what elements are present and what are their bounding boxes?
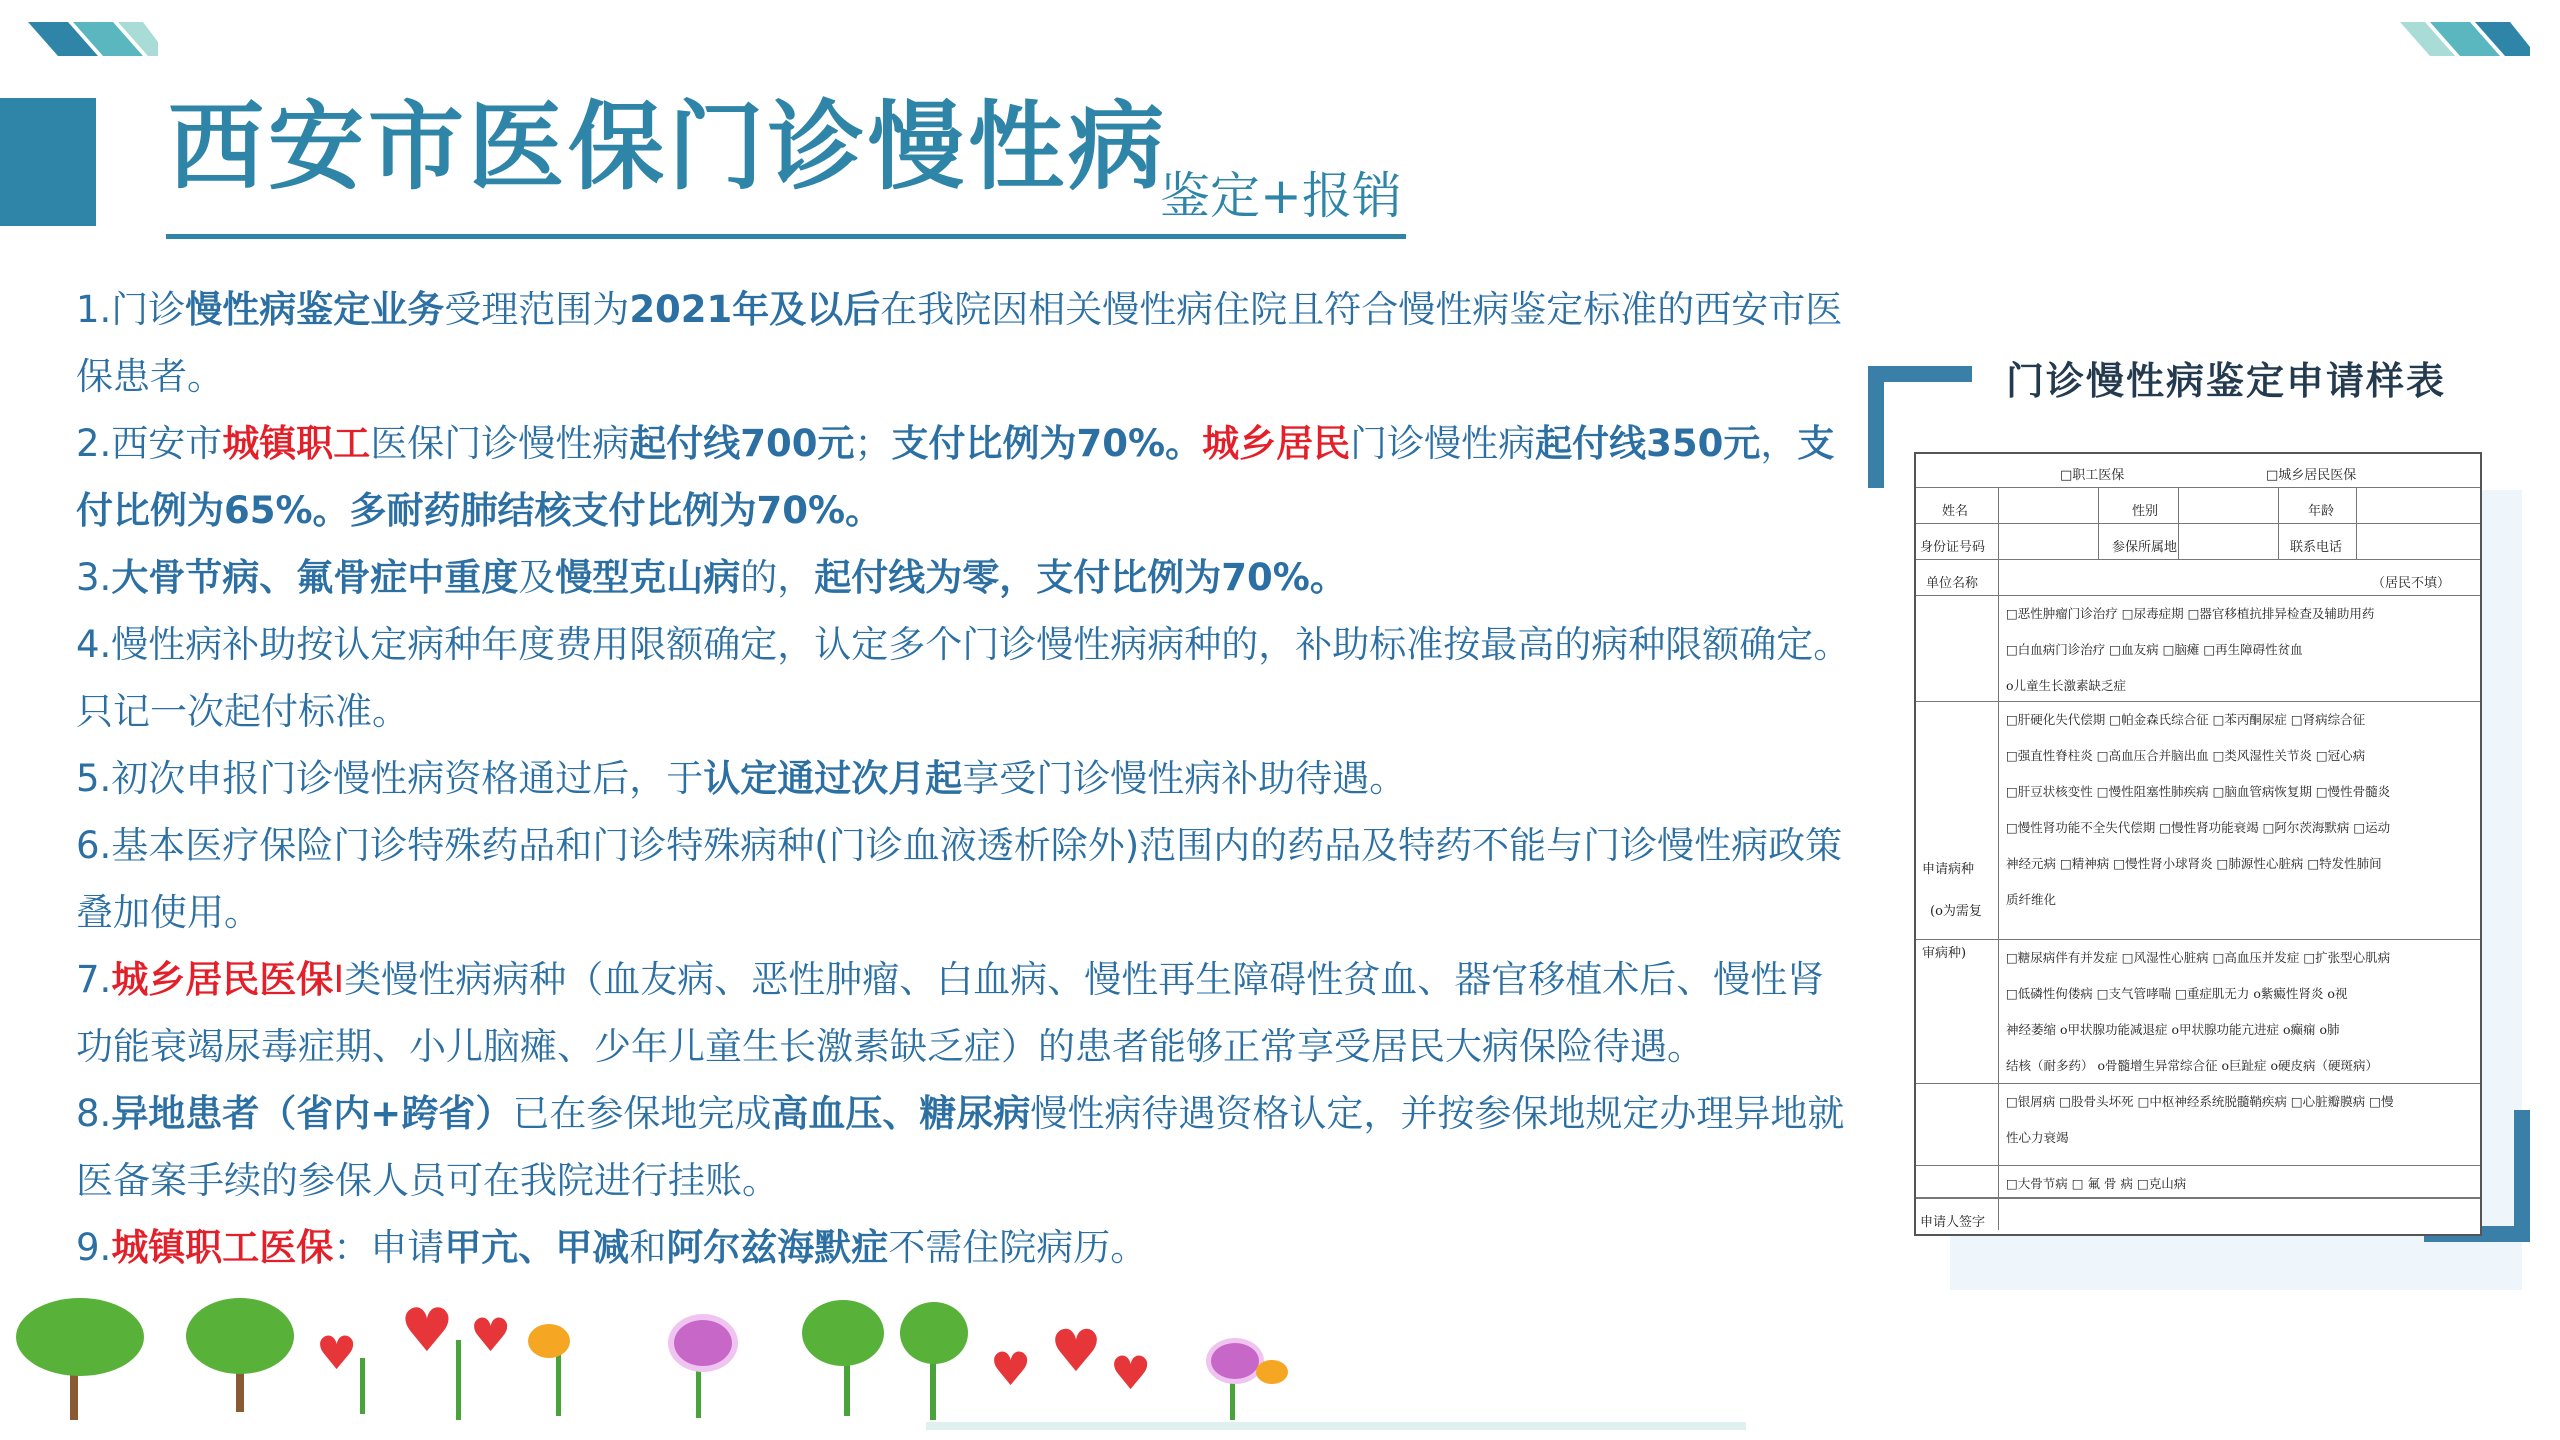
policy-item-3-text: 慢型克山病 xyxy=(555,556,741,599)
disease-option-line: □白血病门诊治疗 □血友病 □脑瘫 □再生障碍性贫血 xyxy=(2006,642,2303,657)
policy-item-2-text: 支付比例为65%。多耐药肺结核支付比例为70%。 xyxy=(76,422,1835,532)
form-row-name xyxy=(1916,488,2480,524)
form-label-place: 参保所属地 xyxy=(2112,540,2178,555)
policy-item-8-text: 慢性病待遇资格认定，并按参保地规定办理异地就医备案手续的参保人员可在我院进行挂账。 xyxy=(76,1092,1845,1202)
form-label-unit: 单位名称 xyxy=(1926,576,1979,591)
form-divider xyxy=(1998,596,1999,1230)
disease-option-line: 结核（耐多药） o骨髓增生异常综合征 o巨趾症 o硬皮病（硬斑病） xyxy=(2006,1058,2378,1073)
policy-item-1-text: 在我院因相关慢性病住院且符合慢性病鉴定标准的西安市医保患者。 xyxy=(76,288,1843,398)
form-row-insurance xyxy=(1916,454,2480,488)
disease-group-1 xyxy=(1916,596,2480,702)
policy-item-5 xyxy=(76,745,1860,812)
form-label-disease-note: (o为需复 xyxy=(1930,904,1982,919)
policy-item-2 xyxy=(76,410,1860,544)
policy-item-1-text: 1.门诊 xyxy=(76,288,186,331)
policy-item-2-text: ， xyxy=(1760,422,1798,465)
policy-item-1-text: 慢性病鉴定业务 xyxy=(185,288,445,331)
policy-item-4-text: 4.慢性病补助按认定病种年度费用限额确定，认定多个门诊慢性病病种的，补助标准按最高的病种限额确定。只记一次起付标准。 xyxy=(76,623,1851,733)
disease-group-4 xyxy=(1916,1084,2480,1166)
form-label-name: 姓名 xyxy=(1942,504,1969,519)
policy-item-3-text: 起付线为零，支付比例为70%。 xyxy=(814,556,1347,599)
form-insurance-resident: □城乡居民医保 xyxy=(2266,468,2357,483)
page-subtitle: 鉴定+报销 xyxy=(1160,167,1402,225)
policy-item-9-text: 和 xyxy=(629,1226,667,1269)
policy-item-5-text: 5.初次申报门诊慢性病资格通过后，于 xyxy=(76,757,704,800)
disease-option-line: □肝硬化失代偿期 □帕金森氏综合征 □苯丙酮尿症 □肾病综合征 xyxy=(2006,712,2366,727)
corner-stripes-decoration-right xyxy=(2400,22,2530,56)
policy-item-8 xyxy=(76,1080,1860,1214)
policy-item-7-text: Ⅰ xyxy=(333,958,345,1001)
disease-option-line: □恶性肿瘤门诊治疗 □尿毒症期 □器官移植抗排异检查及辅助用药 xyxy=(2006,606,2375,621)
policy-item-7-text: 类慢性病病种（血友病、恶性肿瘤、白血病、慢性再生障碍性贫血、器官移植术后、慢性肾功能衰竭尿毒症期、小儿脑瘫、少年儿童生长激素缺乏症）的患者能够正常享受居民大病保险待遇。 xyxy=(76,958,1825,1068)
policy-item-3-text: 的， xyxy=(740,556,815,599)
disease-option-line: 质纤维化 xyxy=(2006,892,2057,907)
form-label-disease-note-2: 审病种) xyxy=(1922,946,1967,961)
policy-item-1-text: 受理范围为 xyxy=(444,288,630,331)
policy-item-5-text: 享受门诊慢性病补助待遇。 xyxy=(962,757,1407,800)
disease-group-5 xyxy=(1916,1166,2480,1198)
disease-option-line: 性心力衰竭 xyxy=(2006,1130,2069,1145)
disease-option-line: □低磷性佝偻病 □支气管哮喘 □重症肌无力 o紫癜性肾炎 o视 xyxy=(2006,986,2348,1001)
policy-item-2-text: 起付线350元 xyxy=(1535,422,1761,465)
frame-corner-right xyxy=(2514,1110,2530,1242)
disease-option-line: □大骨节病 □ 氟 骨 病 □克山病 xyxy=(2006,1176,2187,1191)
policy-item-2-text: 门诊慢性病 xyxy=(1350,422,1536,465)
policy-item-2-text: ； xyxy=(854,422,892,465)
disease-option-line: □糖尿病伴有并发症 □风湿性心脏病 □高血压并发症 □扩张型心肌病 xyxy=(2006,950,2391,965)
policy-item-9-text: 9. xyxy=(76,1226,112,1269)
policy-item-1-text: 2021年及以后 xyxy=(629,288,881,331)
form-label-disease: 申请病种 xyxy=(1922,862,1975,877)
form-label-phone: 联系电话 xyxy=(2290,540,2343,555)
policy-item-9-text: 不需住院病历。 xyxy=(888,1226,1148,1269)
policy-item-8-text: 已在参保地完成 xyxy=(512,1092,772,1135)
policy-item-5-text: 认定通过次月起 xyxy=(703,757,963,800)
policy-item-8-text: 高血压、糖尿病 xyxy=(771,1092,1031,1135)
policy-item-2-text: 城乡居民 xyxy=(1202,422,1351,465)
disease-option-line: 神经萎缩 o甲状腺功能减退症 o甲状腺功能亢进症 o癫痫 o肺 xyxy=(2006,1022,2340,1037)
form-label-sex: 性别 xyxy=(2132,504,2159,519)
title-accent-block xyxy=(0,98,96,226)
flower-decoration: ♥ ♥ ♥ ♥ ♥ ♥ xyxy=(0,1290,1400,1440)
policy-item-7-text: 城乡居民医保 xyxy=(111,958,334,1001)
policy-item-8-text: 8. xyxy=(76,1092,112,1135)
bottom-accent-bar xyxy=(926,1422,1746,1430)
policy-item-2-text: 起付线700元 xyxy=(629,422,855,465)
form-label-age: 年龄 xyxy=(2308,504,2335,519)
form-unit-note: （居民不填） xyxy=(2372,576,2451,591)
title-underline xyxy=(166,234,1406,239)
disease-option-line: □强直性脊柱炎 □高血压合并脑出血 □类风湿性关节炎 □冠心病 xyxy=(2006,748,2366,763)
disease-option-line: □慢性肾功能不全失代偿期 □慢性肾功能衰竭 □阿尔茨海默病 □运动 xyxy=(2006,820,2391,835)
form-heading: 门诊慢性病鉴定申请样表 xyxy=(2006,359,2447,403)
policy-item-9-text: ：申请 xyxy=(333,1226,445,1269)
corner-stripes-decoration xyxy=(28,22,158,56)
disease-group-2 xyxy=(1916,702,2480,940)
policy-item-3-text: 3. xyxy=(76,556,112,599)
disease-option-line: □银屑病 □股骨头坏死 □中枢神经系统脱髓鞘疾病 □心脏瓣膜病 □慢 xyxy=(2006,1094,2394,1109)
policy-item-9-text: 阿尔兹海默症 xyxy=(666,1226,889,1269)
policy-list xyxy=(76,276,1860,1281)
policy-item-9 xyxy=(76,1214,1860,1281)
form-row-sign xyxy=(1916,1198,2480,1234)
policy-item-4 xyxy=(76,611,1860,745)
application-form-sample xyxy=(1914,452,2482,1236)
policy-item-2-text: 支付比例为70%。 xyxy=(891,422,1203,465)
form-label-sign: 申请人签字 xyxy=(1920,1215,1986,1230)
disease-option-line: o儿童生长激素缺乏症 xyxy=(2006,678,2127,693)
policy-item-3-text: 大骨节病、氟骨症中重度 xyxy=(111,556,519,599)
policy-item-6 xyxy=(76,812,1860,946)
policy-item-8-text: 异地患者（省内+跨省） xyxy=(111,1092,513,1135)
form-insurance-employee: □职工医保 xyxy=(2060,468,2125,483)
policy-item-2-text: 医保门诊慢性病 xyxy=(370,422,630,465)
policy-item-2-text: 城镇职工 xyxy=(222,422,371,465)
policy-item-7-text: 7. xyxy=(76,958,112,1001)
policy-item-9-text: 甲亢、甲减 xyxy=(444,1226,630,1269)
policy-item-2-text: 2.西安市 xyxy=(76,422,223,465)
form-label-id: 身份证号码 xyxy=(1920,540,1986,555)
policy-item-6-text: 6.基本医疗保险门诊特殊药品和门诊特殊病种(门诊血液透析除外)范围内的药品及特药不能与门诊慢性病政策叠加使用。 xyxy=(76,824,1843,934)
disease-option-line: 神经元病 □精神病 □慢性肾小球肾炎 □肺源性心脏病 □特发性肺间 xyxy=(2006,856,2382,871)
form-row-id xyxy=(1916,524,2480,560)
policy-item-1 xyxy=(76,276,1860,410)
form-row-unit xyxy=(1916,560,2480,596)
policy-item-9-text: 城镇职工医保 xyxy=(111,1226,334,1269)
policy-item-7 xyxy=(76,946,1860,1080)
page-title: 西安市医保门诊慢性病 xyxy=(168,91,1168,203)
frame-corner-left xyxy=(1868,366,1884,488)
disease-group-3 xyxy=(1916,940,2480,1084)
policy-item-3 xyxy=(76,544,1860,611)
policy-item-3-text: 及 xyxy=(518,556,556,599)
disease-option-line: □肝豆状核变性 □慢性阻塞性肺疾病 □脑血管病恢复期 □慢性骨髓炎 xyxy=(2006,784,2391,799)
